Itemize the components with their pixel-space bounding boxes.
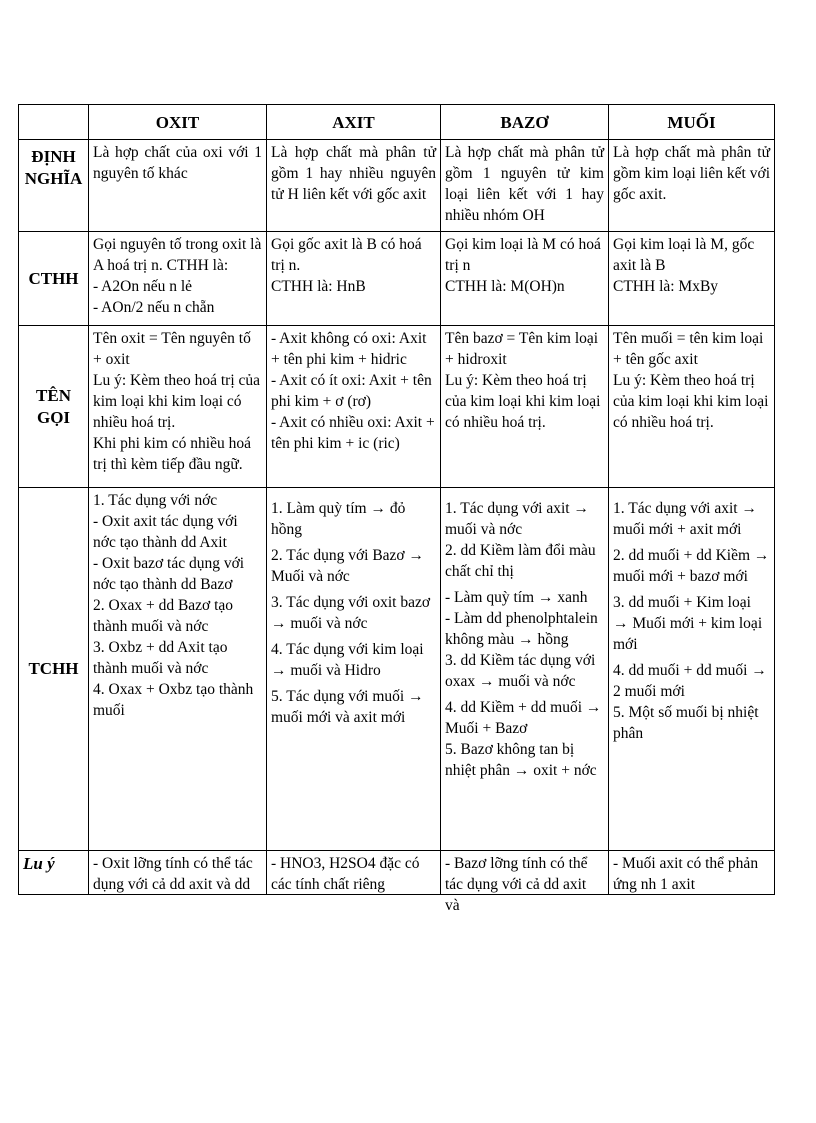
row-ten-goi xyxy=(19,326,775,488)
chemistry-summary-table xyxy=(18,104,775,914)
ten-goi-axit-line2: - Axit có ít oxi: Axit + tên phi kim + ơ (rơ) xyxy=(271,372,432,410)
tchh-oxit-line: - Oxit axit tác dụng với nớc tạo thành dd Axit xyxy=(93,513,238,551)
tchh-oxit-line: 1. Tác dụng với nớc xyxy=(93,492,218,509)
cthh-axit-line2: CTHH là: HnB xyxy=(271,278,366,295)
dinh-nghia-oxit-text: Là hợp chất của oxi với 1 nguyên tố khác xyxy=(93,144,262,182)
ten-goi-bazo-line1: Tên bazơ = Tên kim loại + hidroxit xyxy=(445,330,599,368)
ten-goi-axit-line1: - Axit không có oxi: Axit + tên phi kim + hidric xyxy=(271,330,427,368)
rowhead-dinh-nghia-line1: ĐỊNH xyxy=(31,147,76,166)
luu-y-oxit xyxy=(89,851,267,895)
tchh-muoi-line: 1. Tác dụng với axit → muối mới + axit mới xyxy=(613,500,757,538)
tchh-oxit-line: - Oxit bazơ tác dụng với nớc tạo thành dd Bazơ xyxy=(93,555,245,593)
dinh-nghia-muoi-text: Là hợp chất mà phân tử gồm kim loại liên kết với gốc axit. xyxy=(613,144,770,203)
ten-goi-bazo-line2: Lu ý: Kèm theo hoá trị của kim loại khi kim loại có nhiều hoá trị. xyxy=(445,372,601,431)
header-muoi: MUỐI xyxy=(609,105,775,140)
dinh-nghia-axit xyxy=(267,140,441,232)
ten-goi-bazo xyxy=(441,326,609,488)
header-row xyxy=(19,105,775,140)
ten-goi-oxit-line2: Lu ý: Kèm theo hoá trị của kim loại khi kim loại có nhiều hoá trị. xyxy=(93,372,261,431)
tchh-axit xyxy=(267,488,441,851)
tchh-bazo xyxy=(441,488,609,851)
rowhead-cthh: CTHH xyxy=(19,232,89,326)
rowhead-ten-goi-line1: TÊN xyxy=(36,385,71,405)
header-axit: AXIT xyxy=(267,105,441,140)
cthh-oxit-line3: - AOn/2 nếu n chẵn xyxy=(93,299,215,316)
tchh-oxit xyxy=(89,488,267,851)
luu-y-axit xyxy=(267,851,441,895)
cthh-muoi xyxy=(609,232,775,326)
ten-goi-oxit xyxy=(89,326,267,488)
tchh-muoi-line: 2. dd muối + dd Kiềm → muối mới + bazơ mới xyxy=(613,547,770,585)
dinh-nghia-axit-text: Là hợp chất mà phân tử gồm 1 hay nhiều nguyên tử H liên kết với gốc axit xyxy=(271,144,436,203)
row-luu-y xyxy=(19,851,775,895)
rowhead-dinh-nghia-line2: NGHĨA xyxy=(24,169,83,188)
tchh-bazo-line: - Làm quỳ tím → xanh xyxy=(445,589,588,606)
luu-y-bazo xyxy=(441,851,609,914)
tchh-bazo-line: 3. dd Kiềm tác dụng với oxax → muối và nớc xyxy=(445,652,596,690)
header-oxit: OXIT xyxy=(89,105,267,140)
tchh-muoi xyxy=(609,488,775,851)
luu-y-muoi-text: - Muối axit có thể phản ứng nh 1 axit xyxy=(613,855,759,893)
ten-goi-muoi-line2: Lu ý: Kèm theo hoá trị của kim loại khi kim loại có nhiều hoá trị. xyxy=(613,372,769,431)
page-sheet xyxy=(18,104,774,914)
tchh-muoi-line: 4. dd muối + dd muối → 2 muối mới xyxy=(613,662,767,700)
tchh-bazo-line: 5. Bazơ không tan bị nhiệt phân → oxit + nớc xyxy=(445,741,597,779)
ten-goi-oxit-line3: Khi phi kim có nhiều hoá trị thì kèm tiếp đầu ngữ. xyxy=(93,435,251,473)
tchh-oxit-line: 4. Oxax + Oxbz tạo thành muối xyxy=(93,681,254,719)
tchh-bazo-line: 4. dd Kiềm + dd muối → Muối + Bazơ xyxy=(445,699,602,737)
luu-y-muoi xyxy=(609,851,775,895)
cthh-bazo-line2: CTHH là: M(OH)n xyxy=(445,278,565,295)
rowhead-luu-y: Lu ý xyxy=(19,851,89,895)
luu-y-bazo-text: - Bazơ lỡng tính có thể tác dụng với cả dd axit và xyxy=(445,855,588,914)
cthh-oxit-line2: - A2On nếu n lẻ xyxy=(93,278,193,295)
dinh-nghia-bazo xyxy=(441,140,609,232)
tchh-oxit-line: 2. Oxax + dd Bazơ tạo thành muối và nớc xyxy=(93,597,234,635)
ten-goi-oxit-line1: Tên oxit = Tên nguyên tố + oxit xyxy=(93,330,251,368)
cthh-bazo xyxy=(441,232,609,326)
ten-goi-muoi xyxy=(609,326,775,488)
luu-y-axit-text: - HNO3, H2SO4 đặc có các tính chất riêng xyxy=(271,855,420,893)
row-cthh xyxy=(19,232,775,326)
ten-goi-axit xyxy=(267,326,441,488)
dinh-nghia-oxit xyxy=(89,140,267,232)
cthh-muoi-line1: Gọi kim loại là M, gốc axit là B xyxy=(613,236,755,274)
row-dinh-nghia xyxy=(19,140,775,232)
tchh-axit-line: 1. Làm quỳ tím → đỏ hồng xyxy=(271,500,406,538)
tchh-bazo-line: 1. Tác dụng với axit → muối và nớc xyxy=(445,500,589,538)
header-bazo: BAZƠ xyxy=(441,105,609,140)
cthh-oxit-line1: Gọi nguyên tố trong oxit là A hoá trị n. CTHH là: xyxy=(93,236,262,274)
tchh-bazo-line: 2. dd Kiềm làm đổi màu chất chỉ thị xyxy=(445,542,596,580)
luu-y-oxit-text: - Oxit lỡng tính có thể tác dụng với cả dd axit và dd xyxy=(93,855,253,893)
dinh-nghia-muoi xyxy=(609,140,775,232)
ten-goi-axit-line3: - Axit có nhiều oxi: Axit + tên phi kim + ic (ric) xyxy=(271,414,435,452)
dinh-nghia-bazo-text: Là hợp chất mà phân tử gồm 1 nguyên tử kim loại liên kết với 1 hay nhiều nhóm OH xyxy=(445,144,604,224)
ten-goi-muoi-line1: Tên muối = tên kim loại + tên gốc axit xyxy=(613,330,764,368)
rowhead-tchh: TCHH xyxy=(19,488,89,851)
tchh-oxit-line: 3. Oxbz + dd Axit tạo thành muối và nớc xyxy=(93,639,228,677)
rowhead-ten-goi xyxy=(19,326,89,488)
tchh-axit-line: 2. Tác dụng với Bazơ → Muối và nớc xyxy=(271,547,424,585)
rowhead-ten-goi-line2: GỌI xyxy=(36,407,71,427)
tchh-muoi-line: 5. Một số muối bị nhiệt phân xyxy=(613,704,759,742)
tchh-muoi-line: 3. dd muối + Kim loại → Muối mới + kim loại mới xyxy=(613,594,763,653)
tchh-axit-line: 4. Tác dụng với kim loại → muối và Hidro xyxy=(271,641,424,679)
cthh-muoi-line2: CTHH là: MxBy xyxy=(613,278,719,295)
tchh-bazo-line: - Làm dd phenolphtalein không màu → hồng xyxy=(445,610,598,648)
cthh-axit xyxy=(267,232,441,326)
cthh-axit-line1: Gọi gốc axit là B có hoá trị n. xyxy=(271,236,422,274)
row-tchh xyxy=(19,488,775,851)
rowhead-dinh-nghia xyxy=(19,140,89,232)
cthh-oxit xyxy=(89,232,267,326)
corner-cell xyxy=(19,105,89,140)
cthh-bazo-line1: Gọi kim loại là M có hoá trị n xyxy=(445,236,601,274)
tchh-axit-line: 3. Tác dụng với oxit bazơ → muối và nớc xyxy=(271,594,431,632)
tchh-axit-line: 5. Tác dụng với muối → muối mới và axit mới xyxy=(271,688,424,726)
